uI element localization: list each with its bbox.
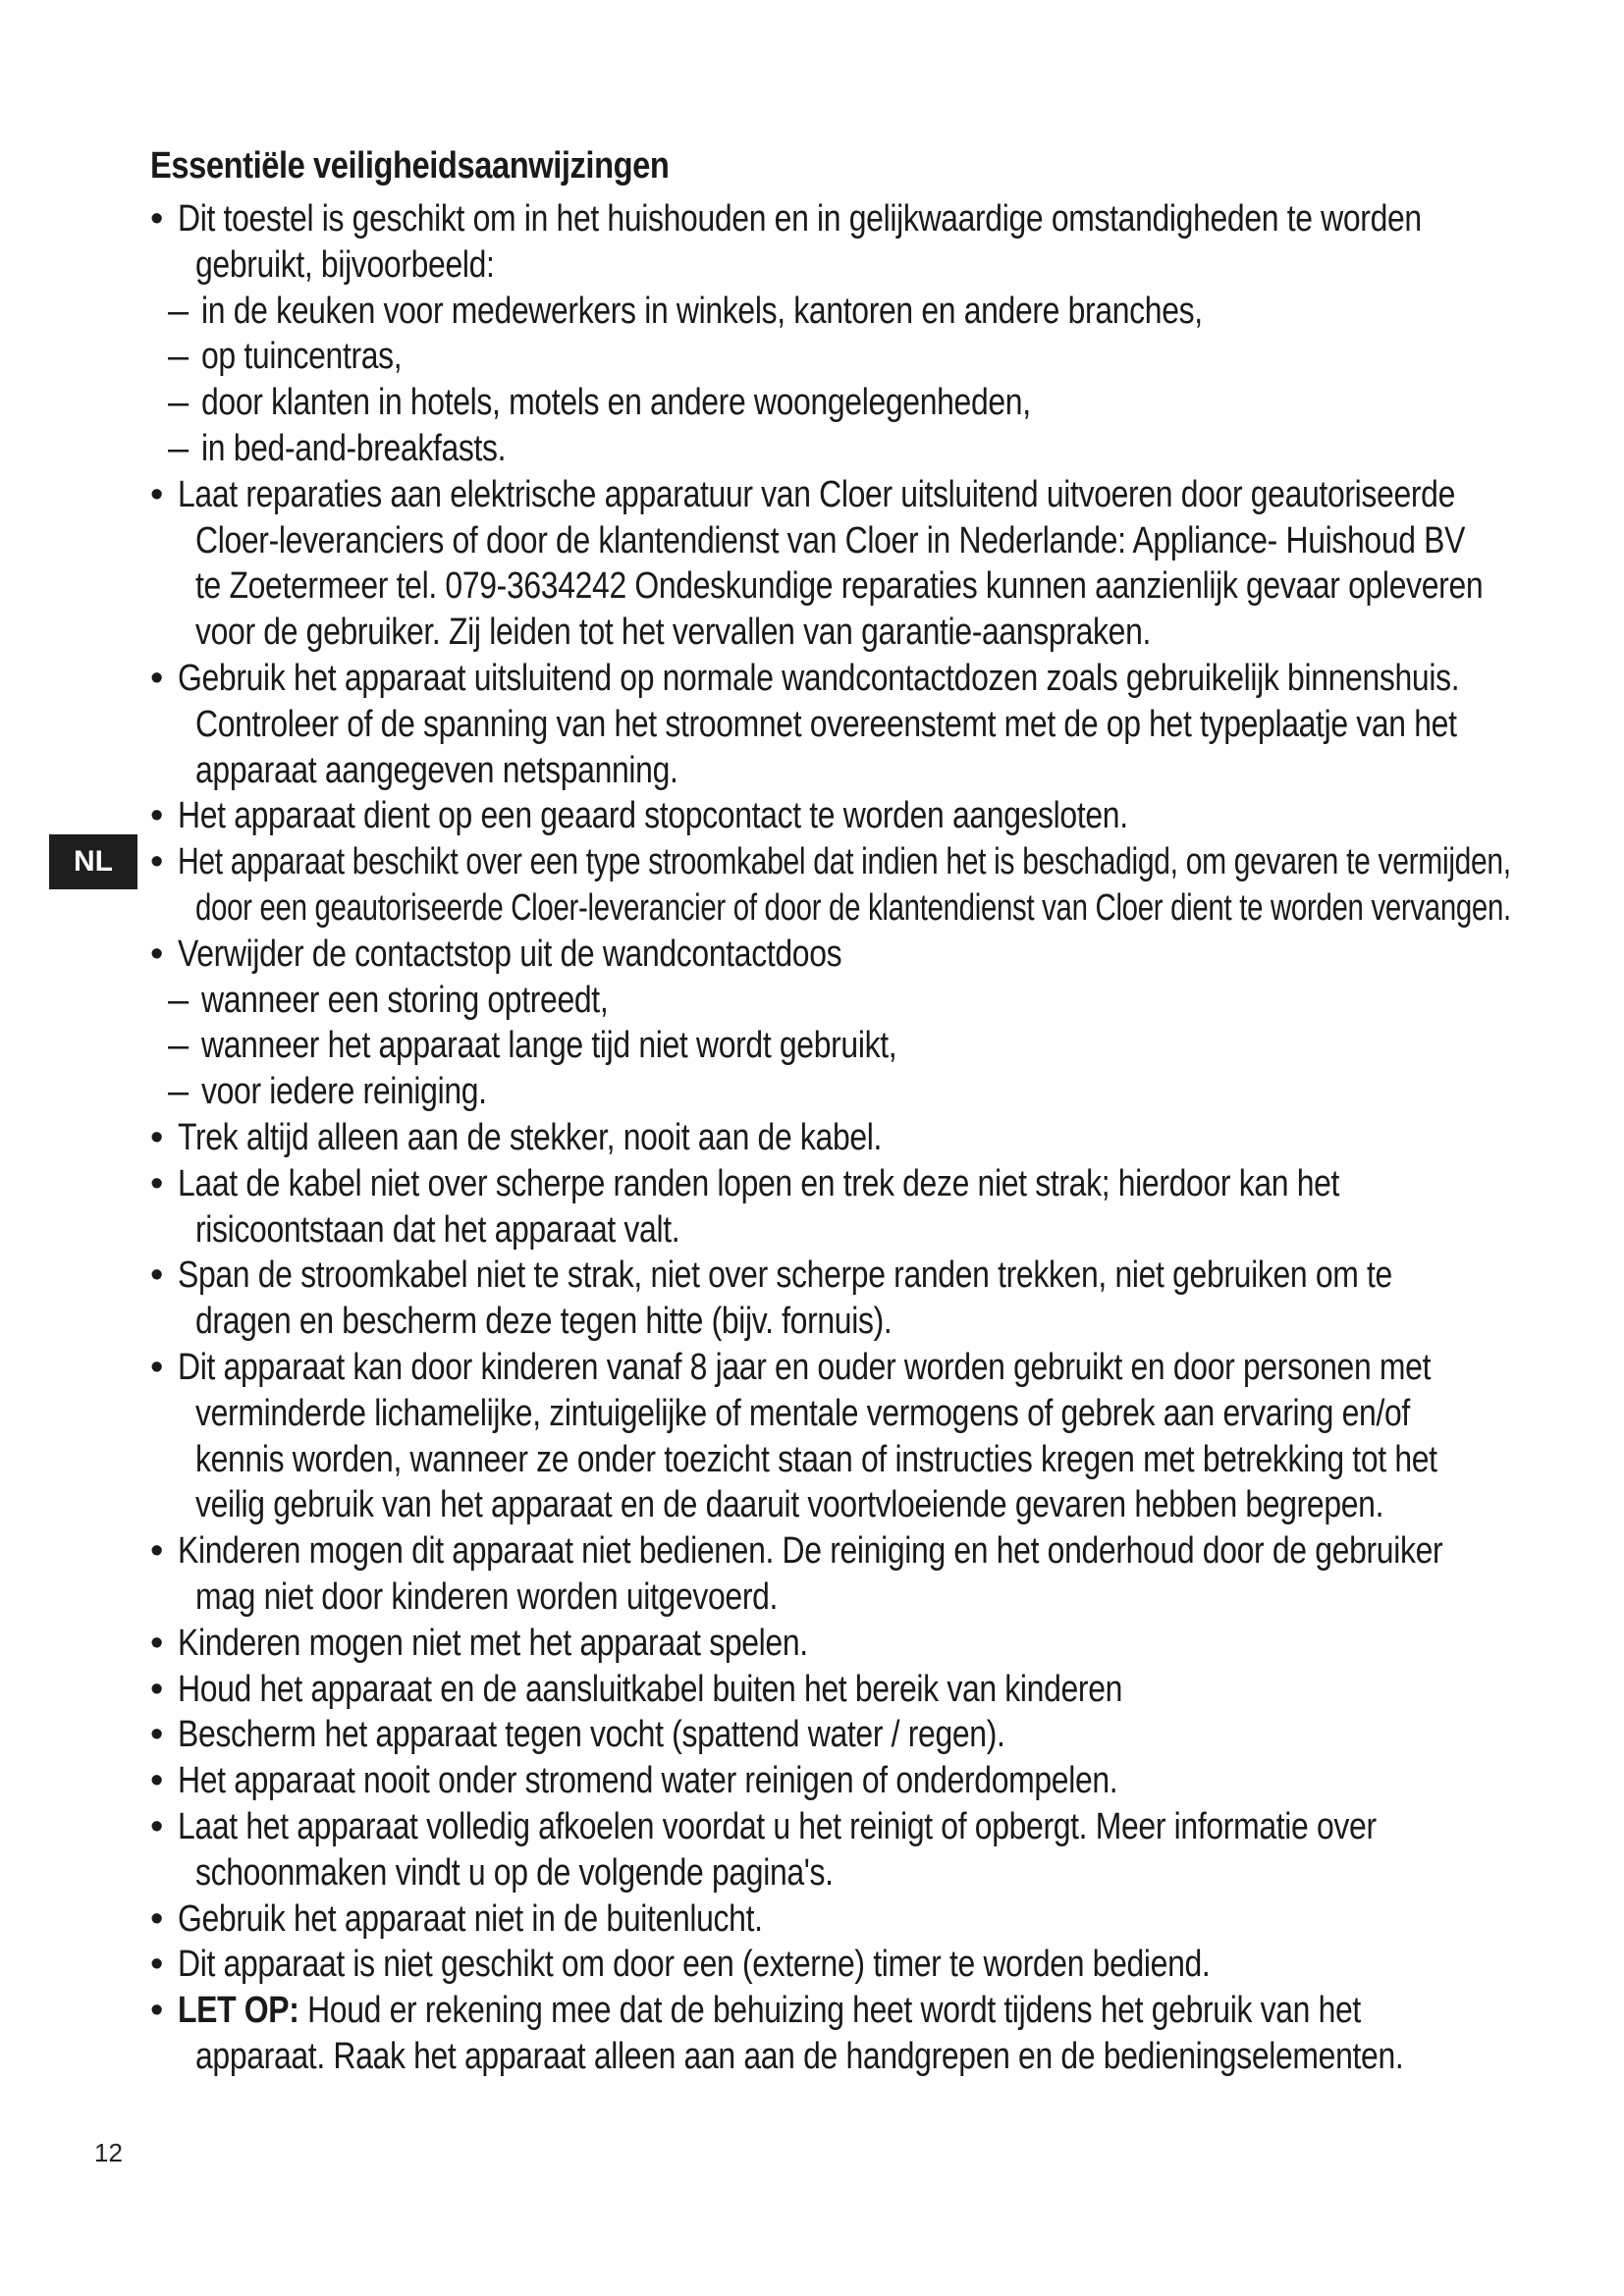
bullet-icon: • bbox=[150, 1990, 163, 2032]
instruction-text: op tuincentras, bbox=[201, 336, 403, 378]
bullet-icon: • bbox=[150, 1806, 163, 1847]
instruction-text: Verwijder de contactstop uit de wandcontactdoos bbox=[178, 933, 842, 975]
bullet-icon: • bbox=[150, 1622, 163, 1664]
page-number: 12 bbox=[94, 2138, 123, 2167]
bullet-icon: • bbox=[150, 933, 163, 975]
instruction-text: Controleer of de spanning van het stroomnet overeenstemt met de op het typeplaatje van het bbox=[195, 703, 1457, 745]
instruction-text: voor de gebruiker. Zij leiden tot het vervallen van garantie-aanspraken. bbox=[195, 612, 1152, 654]
bullet-icon: • bbox=[150, 1530, 163, 1573]
instruction-text: schoonmaken vindt u op de volgende pagina's. bbox=[195, 1851, 834, 1894]
instruction-text: verminderde lichamelijke, zintuigelijke of mentale vermogens of gebrek aan ervaring en/of bbox=[195, 1392, 1410, 1434]
dash-icon: – bbox=[168, 382, 189, 424]
bullet-icon: • bbox=[150, 1944, 163, 1986]
dash-icon: – bbox=[168, 979, 189, 1021]
instruction-text: voor iedere reiniging. bbox=[201, 1071, 487, 1113]
warning-label: LET OP: bbox=[178, 1990, 299, 2032]
instruction-text: mag niet door kinderen worden uitgevoerd. bbox=[195, 1576, 779, 1618]
bullet-icon: • bbox=[150, 1760, 163, 1802]
instruction-text: apparaat. Raak het apparaat alleen aan aan de handgrepen en de bedieningselementen. bbox=[195, 2036, 1404, 2077]
instruction-text: in de keuken voor medewerkers in winkels, kantoren en andere branches, bbox=[201, 290, 1203, 332]
instruction-text: Het apparaat beschikt over een type stroomkabel dat indien het is beschadigd, om gevaren te vermijden, bbox=[178, 841, 1511, 883]
dash-icon: – bbox=[168, 336, 189, 378]
instruction-text: Gebruik het apparaat niet in de buitenlucht. bbox=[178, 1897, 763, 1940]
instruction-text: Houd het apparaat en de aansluitkabel buiten het bereik van kinderen bbox=[178, 1668, 1123, 1710]
bullet-icon: • bbox=[150, 795, 163, 837]
instruction-text: veilig gebruik van het apparaat en de daaruit voortvloeiende gevaren hebben begrepen. bbox=[195, 1484, 1384, 1526]
bullet-icon: • bbox=[150, 1897, 163, 1940]
instruction-text: door een geautoriseerde Cloer-leverancier of door de klantendienst van Cloer dient te worden vervangen. bbox=[195, 887, 1511, 929]
bullet-icon: • bbox=[150, 1162, 163, 1204]
instruction-text: Het apparaat nooit onder stromend water reinigen of onderdompelen. bbox=[178, 1760, 1118, 1802]
instruction-text: Dit apparaat kan door kinderen vanaf 8 jaar en ouder worden gebruikt en door personen met bbox=[178, 1347, 1432, 1388]
dash-icon: – bbox=[168, 1071, 189, 1113]
bullet-icon: • bbox=[150, 198, 163, 240]
instruction-text: Cloer-leveranciers of door de klantendienst van Cloer in Nederlande: Appliance- Huishoud BV bbox=[195, 519, 1466, 561]
dash-icon: – bbox=[168, 1025, 189, 1067]
bullet-icon: • bbox=[150, 1117, 163, 1158]
instruction-text: Laat de kabel niet over scherpe randen lopen en trek deze niet strak; hierdoor kan het bbox=[178, 1162, 1340, 1204]
language-tab: NL bbox=[49, 834, 137, 889]
instruction-text: te Zoetermeer tel. 079-3634242 Ondeskundige reparaties kunnen aanzienlijk gevaar opleveren bbox=[195, 565, 1484, 608]
instruction-text: Kinderen mogen dit apparaat niet bedienen. De reiniging en het onderhoud door de gebruiker bbox=[178, 1530, 1443, 1573]
bullet-icon: • bbox=[150, 1668, 163, 1710]
instruction-text: Dit apparaat is niet geschikt om door een (externe) timer te worden bediend. bbox=[178, 1944, 1211, 1986]
bullet-icon: • bbox=[150, 1714, 163, 1756]
instruction-text: in bed-and-breakfasts. bbox=[201, 428, 507, 469]
instruction-text: Span de stroomkabel niet te strak, niet over scherpe randen trekken, niet gebruiken om te bbox=[178, 1255, 1392, 1297]
bullet-icon: • bbox=[150, 1347, 163, 1388]
instruction-text: gebruikt, bijvoorbeeld: bbox=[195, 243, 495, 286]
bullet-icon: • bbox=[150, 473, 163, 515]
instruction-text: Laat reparaties aan elektrische apparatuur van Cloer uitsluitend uitvoeren door geautoriseerde bbox=[178, 473, 1456, 515]
instruction-text: Dit toestel is geschikt om in het huishouden en in gelijkwaardige omstandigheden te worden bbox=[178, 198, 1422, 240]
instruction-text: dragen en bescherm deze tegen hitte (bijv. fornuis). bbox=[195, 1301, 893, 1343]
instruction-text: Het apparaat dient op een geaard stopcontact te worden aangesloten. bbox=[178, 795, 1128, 837]
bullet-icon: • bbox=[150, 1255, 163, 1297]
instruction-text: Bescherm het apparaat tegen vocht (spattend water / regen). bbox=[178, 1714, 1005, 1756]
instruction-text: Gebruik het apparaat uitsluitend op normale wandcontactdozen zoals gebruikelijk binnenshuis. bbox=[178, 658, 1460, 699]
instruction-text: door klanten in hotels, motels en andere woongelegenheden, bbox=[201, 382, 1031, 424]
instruction-text: risicoontstaan dat het apparaat valt. bbox=[195, 1208, 680, 1251]
bullet-icon: • bbox=[150, 658, 163, 699]
instruction-text: Houd er rekening mee dat de behuizing heet wordt tijdens het gebruik van het bbox=[298, 1990, 1361, 2032]
dash-icon: – bbox=[168, 428, 189, 469]
instruction-text: wanneer een storing optreedt, bbox=[201, 979, 609, 1021]
bullet-icon: • bbox=[150, 841, 163, 883]
instruction-text: Laat het apparaat volledig afkoelen voordat u het reinigt of opbergt. Meer informatie over bbox=[178, 1806, 1377, 1847]
dash-icon: – bbox=[168, 290, 189, 332]
instruction-text: wanneer het apparaat lange tijd niet wordt gebruikt, bbox=[201, 1025, 897, 1067]
instruction-text: Kinderen mogen niet met het apparaat spelen. bbox=[178, 1622, 808, 1664]
instruction-text: Trek altijd alleen aan de stekker, nooit aan de kabel. bbox=[178, 1117, 883, 1158]
page-title: Essentiële veiligheidsaanwijzingen bbox=[150, 145, 670, 187]
instruction-text: kennis worden, wanneer ze onder toezicht staan of instructies kregen met betrekking tot het bbox=[195, 1438, 1437, 1480]
instruction-text: apparaat aangegeven netspanning. bbox=[195, 749, 678, 791]
